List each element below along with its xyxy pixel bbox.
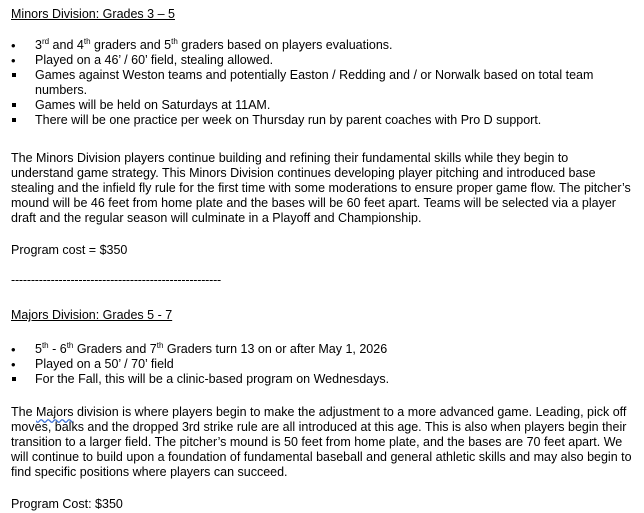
bullet-square-icon <box>11 68 25 83</box>
minors-bullet-list <box>11 38 638 128</box>
list-item: For the Fall, this will be a clinic-based program on Wednesdays. <box>11 372 638 387</box>
bullet-square-icon <box>11 113 25 128</box>
list-item: Games against Weston teams and potentially Easton / Redding and / or Norwalk based on total team numbers. <box>11 68 638 98</box>
majors-program-cost: Program Cost: $350 <box>11 497 123 511</box>
bullet-dot-icon <box>11 53 25 69</box>
majors-heading: Majors Division: Grades 5 - 7 <box>11 308 173 322</box>
majors-description: The Majors division is where players begin to make the adjustment to a more advanced game. Leading, pick off moves, balks and the dropped 3rd strike rule are all introduced at this age. This is also when players begin their transition to a larger field. The pitcher’s mound is 50 feet from home plate, and the bases are 70 feet apart. We will continue to build upon a foundation of fundamental baseball and general athletic skills and may also begin to find specific positions where players can succeed. <box>11 405 632 479</box>
list-item: There will be one practice per week on Thursday run by parent coaches with Pro D support. <box>11 113 638 128</box>
list-item: • 3rd and 4th graders and 5th graders based on players evaluations. <box>11 38 638 53</box>
list-item: • Played on a 50’ / 70’ field <box>11 357 638 372</box>
bullet-square-icon <box>11 98 25 113</box>
bullet-square-icon <box>11 372 25 387</box>
majors-bullet-list <box>11 342 638 387</box>
section-divider: ----------------------------------------------------- <box>11 273 222 287</box>
minors-description: The Minors Division players continue building and refining their fundamental skills while they begin to understand game strategy. This Minors Division continues developing player pitching and introduced base stealing and the infield fly rule for the first time with some moderations to ensure proper game flow. The pitcher’s mound will be 46 feet from home plate and the bases will be 60 feet apart. Teams will be selected via a player draft and the regular season will culminate in a Playoff and Championship. <box>11 151 631 225</box>
bullet-dot-icon <box>11 357 25 373</box>
bullet-dot-icon <box>11 342 25 358</box>
list-item: Games will be held on Saturdays at 11AM. <box>11 98 638 113</box>
spellcheck-flagged-word[interactable]: Majors <box>36 405 74 419</box>
list-item: • 5th - 6th Graders and 7th Graders turn 13 on or after May 1, 2026 <box>11 342 638 357</box>
bullet-dot-icon <box>11 38 25 54</box>
minors-program-cost: Program cost = $350 <box>11 243 128 257</box>
list-item: • Played on a 46’ / 60’ field, stealing allowed. <box>11 53 638 68</box>
minors-heading: Minors Division: Grades 3 – 5 <box>11 7 175 21</box>
